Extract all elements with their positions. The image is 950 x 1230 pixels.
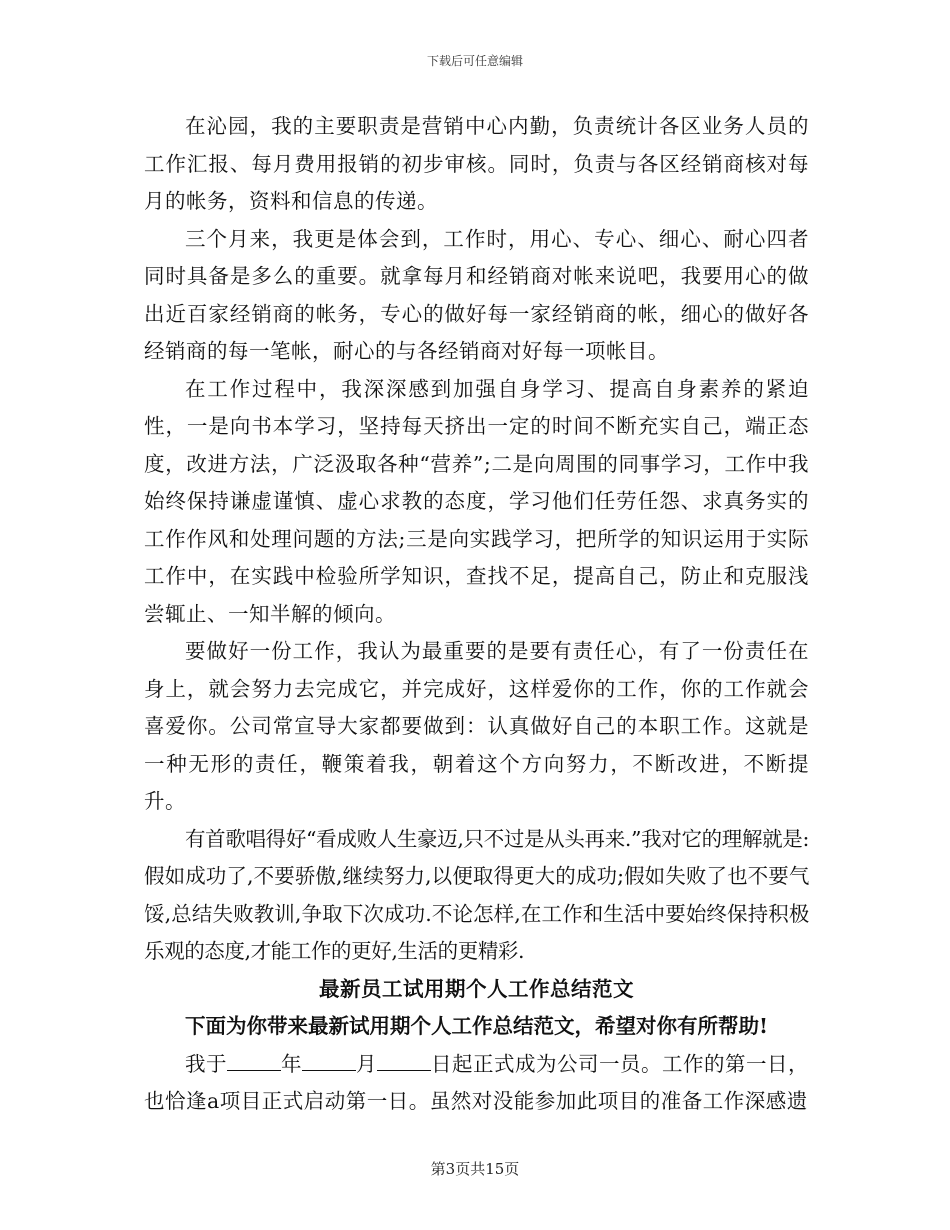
page-footer: 第3页共15页 [430,1160,520,1178]
section-title: 最新员工试用期个人工作总结范文 [319,976,634,1001]
paragraph-song: 有首歌唱得好“看成败人生豪迈,只不过是从头再来.”我对它的理解就是:假如成功了,不要骄傲,继续努力,以便取得更大的成功;假如失败了也不要气馁,总结失败教训,争取下次成功.不论怎样,在工作和生活中要始终保持积极乐观的态度,才能工作的更好,生活的更精彩. [144,826,809,963]
month-blank [302,1052,356,1071]
day-blank [377,1052,431,1071]
date-text-prefix: 我于 [185,1051,227,1076]
paragraph-duties: 在沁园，我的主要职责是营销中心内勤，负责统计各区业务人员的工作汇报、每月费用报销的初步审核。同时，负责与各区经销商核对每月的帐务，资料和信息的传递。 [144,114,809,213]
paragraph-three-months: 三个月来，我更是体会到，工作时，用心、专心、细心、耐心四者同时具备是多么的重要。就拿每月和经销商对帐来说吧，我要用心的做出近百家经销商的帐务，专心的做好每一家经销商的帐，细心的做好各经销商的每一笔帐，耐心的与各经销商对好每一项帐目。 [144,226,809,363]
section-intro: 下面为你带来最新试用期个人工作总结范文，希望对你有所帮助! [185,1014,768,1038]
paragraph-responsibility: 要做好一份工作，我认为最重要的是要有责任心，有了一份责任在身上，就会努力去完成它，并完成好，这样爱你的工作，你的工作就会喜爱你。公司常宣导大家都要做到：认真做好自己的本职工作。这就是一种无形的责任，鞭策着我，朝着这个方向努力，不断改进，不断提升。 [144,639,809,813]
document-body [144,108,809,1121]
year-blank [227,1052,281,1071]
paragraph-start-date [144,1046,809,1121]
paragraph-learning: 在工作过程中，我深深感到加强自身学习、提高自身素养的紧迫性，一是向书本学习，坚持每天挤出一定的时间不断充实自己，端正态度，改进方法，广泛汲取各种“营养”;二是向周围的同事学习，工作中我始终保持谦虚谨慎、虚心求教的态度，学习他们任劳任怨、求真务实的工作作风和处理问题的方法;三是向实践学习，把所学的知识运用于实际工作中，在实践中检验所学知识，查找不足，提高自己，防止和克服浅尝辄止、一知半解的倾向。 [144,376,809,626]
year-label: 年 [281,1051,302,1076]
date-text-rest: 日起正式成为公司一员。工作的第一日，也恰逢a项目正式启动第一日。虽然对没能参加此项目的准备工作深感遗 [144,1051,809,1113]
page-header: 下载后可任意编辑 [426,54,523,68]
month-label: 月 [356,1051,377,1076]
